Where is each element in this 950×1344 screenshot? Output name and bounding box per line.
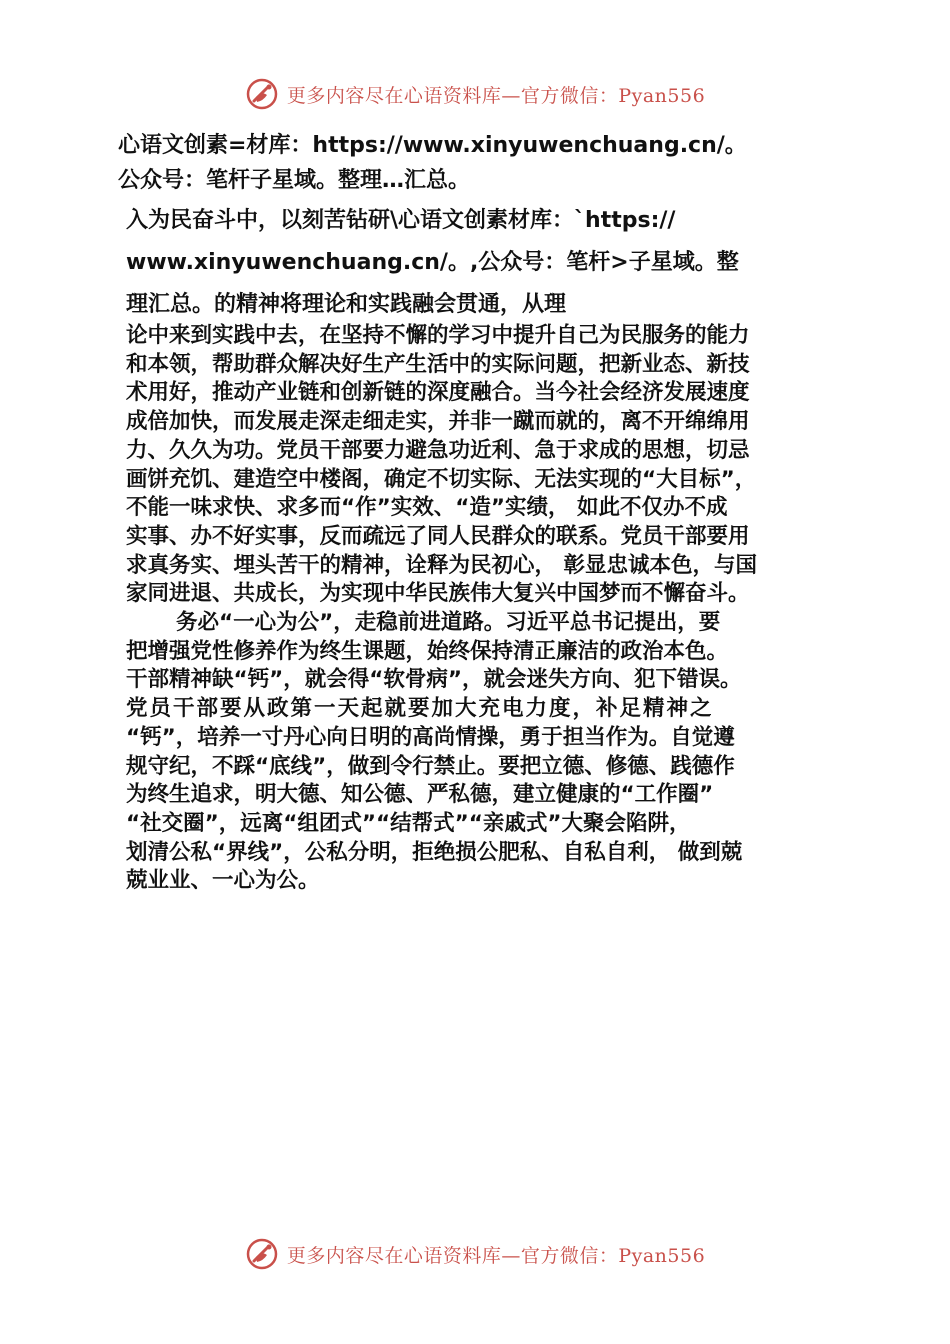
- body-text: [126, 322, 868, 896]
- header-line: 公众号：笔杆子星域。整理…汇总。: [118, 168, 471, 193]
- body-line: 划清公私“界线”，公私分明，拒绝损公肥私、自私自利， 做到兢: [126, 839, 743, 865]
- body-line: 求真务实、埋头苦干的精神，诠释为民初心， 彰显忠诚本色，与国: [126, 552, 757, 578]
- body-line: 成倍加快，而发展走深走细走实，并非一蹴而就的，离不开绵绵用: [126, 409, 750, 435]
- header-line: 心语文创素=材库：https://www.xinyuwenchuang.cn/。: [118, 133, 747, 158]
- body-line: 力、久久为功。党员干部要力避急功近利、急于求成的思想，切忌: [126, 437, 750, 463]
- body-line: 论中来到实践中去，在坚持不懈的学习中提升自己为民服务的能力: [126, 323, 750, 348]
- body-line: 干部精神缺“钙”，就会得“软骨病”，就会迷失方向、犯下错误。: [126, 667, 742, 693]
- paragraph-start-line: 务必“一心为公”，走稳前进道路。习近平总书记提出，要: [176, 610, 721, 636]
- body-line: 兢业业、一心为公。: [126, 868, 320, 894]
- intro-block: [126, 200, 866, 326]
- brush-logo-icon: [245, 77, 279, 111]
- body-line: 画饼充饥、建造空中楼阁，确定不切实际、无法实现的“大目标”，: [126, 466, 757, 492]
- body-line: 为终生追求，明大德、知公德、严私德，建立健康的“工作圈”: [126, 782, 714, 808]
- body-line: 规守纪，不踩“底线”，做到令行禁止。要把立德、修德、践德作: [126, 753, 735, 779]
- body-line: “钙”，培养一寸丹心向日明的高尚情操，勇于担当作为。自觉遵: [126, 724, 735, 750]
- header-source-block: [118, 128, 878, 198]
- brush-logo-icon: [245, 1237, 279, 1271]
- body-line: “社交圈”，远离“组团式”“结帮式”“亲戚式”大聚会陷阱，: [126, 810, 691, 836]
- header-watermark: [0, 74, 950, 114]
- watermark-text: 更多内容尽在心语资料库—官方微信：Pyan556: [286, 1244, 706, 1267]
- body-line: 家同进退、共成长，为实现中华民族伟大复兴中国梦而不懈奋斗。: [126, 581, 750, 607]
- body-line: 术用好，推动产业链和创新链的深度融合。当今社会经济发展速度: [126, 380, 750, 406]
- body-line: 党员干部要从政第一天起就要加大充电力度，补足精神之: [126, 696, 714, 722]
- intro-line: 入为民奋斗中，以刻苦钻研\心语文创素材库：`https://: [126, 208, 676, 233]
- body-line: 实事、办不好实事，反而疏远了同人民群众的联系。党员干部要用: [126, 523, 750, 549]
- body-line: 和本领，帮助群众解决好生产生活中的实际问题，把新业态、新技: [126, 351, 750, 377]
- intro-line: www.xinyuwenchuang.cn/。,公众号：笔杆>子星域。整: [126, 250, 739, 275]
- intro-line: 理汇总。的精神将理论和实践融会贯通，从理: [126, 292, 567, 317]
- body-line: 把增强党性修养作为终生课题，始终保持清正廉洁的政治本色。: [126, 638, 729, 664]
- watermark-text: 更多内容尽在心语资料库—官方微信：Pyan556: [286, 84, 706, 107]
- body-line: 不能一味求快、求多而“作”实效、“造”实绩， 如此不仅办不成: [126, 495, 728, 521]
- footer-watermark: [0, 1234, 950, 1274]
